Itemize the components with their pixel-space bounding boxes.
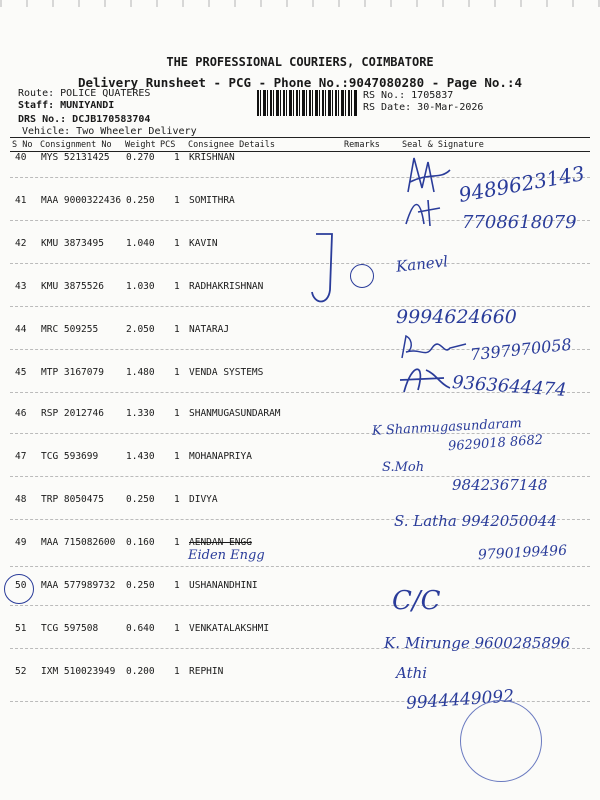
handwritten-phone-row-52: 9944449092 [405, 686, 515, 714]
staff: Staff: MUNIYANDI [18, 100, 115, 111]
cell-weight: 0.200 [126, 666, 155, 677]
cell-consignee: REPHIN [189, 666, 224, 677]
cell-weight: 1.430 [126, 451, 155, 462]
handwritten-row-50: C/C [392, 586, 441, 616]
table-row [0, 238, 600, 258]
cell-consignment: IXM 510023949 [41, 666, 116, 677]
handwritten-phone-row-44: 9994624660 [396, 306, 517, 328]
cell-pcs: 1 [174, 451, 180, 462]
cell-weight: 0.250 [126, 580, 155, 591]
cell-weight: 1.040 [126, 238, 155, 249]
cell-sno: 41 [15, 195, 27, 206]
cell-consignee: DIVYA [189, 494, 218, 505]
cell-consignment: MTP 3167079 [41, 367, 104, 378]
cell-sno: 46 [15, 408, 27, 419]
barcode [257, 90, 357, 116]
row-rule [10, 263, 590, 264]
cell-consignee: KRISHNAN [189, 152, 235, 163]
cell-consignment: MAA 9000322436 [41, 195, 122, 206]
handwritten-phone-row-40: 9489623143 [456, 161, 587, 207]
handwritten-name-row-52: Athi [396, 664, 428, 682]
cell-pcs: 1 [174, 580, 180, 591]
handwritten-row-51: K. Mirunge 9600285896 [384, 634, 571, 652]
cell-consignee: KAVIN [189, 238, 218, 249]
col-pcs: PCS [160, 140, 176, 150]
cell-pcs: 1 [174, 152, 180, 163]
table-row [0, 494, 600, 514]
handwritten-phone-row-47: 9842367148 [452, 476, 548, 494]
circle-mark-row-50 [4, 574, 34, 604]
cell-consignee: SOMITHRA [189, 195, 235, 206]
drs-number: DRS No.: DCJB170583704 [18, 114, 151, 125]
cell-weight: 0.640 [126, 623, 155, 634]
vehicle: Vehicle: Two Wheeler Delivery [22, 126, 197, 137]
col-consignee: Consignee Details [188, 140, 275, 150]
cell-weight: 1.480 [126, 367, 155, 378]
cell-sno: 49 [15, 537, 27, 548]
signature-row-40 [400, 152, 460, 200]
cell-weight: 1.030 [126, 281, 155, 292]
cell-consignment: MAA 577989732 [41, 580, 116, 591]
handwritten-name-row-46: K Shanmugasundaram [371, 416, 523, 439]
stamp-mark [460, 700, 542, 782]
cell-sno: 48 [15, 494, 27, 505]
cell-pcs: 1 [174, 195, 180, 206]
cell-pcs: 1 [174, 238, 180, 249]
cell-consignee: VENDA SYSTEMS [189, 367, 264, 378]
col-consignment: Consignment No [40, 140, 112, 150]
cell-consignee: USHANANDHINI [189, 580, 258, 591]
row-rule [10, 605, 590, 606]
handwritten-phone-row-45: 9363644474 [451, 372, 568, 401]
row-rule [10, 566, 590, 567]
handwritten-phone-row-41: 7708618079 [462, 212, 577, 233]
table-row [0, 152, 600, 172]
handwritten-phone-row-46: 9629018 8682 [447, 432, 544, 455]
cell-pcs: 1 [174, 408, 180, 419]
cell-sno: 42 [15, 238, 27, 249]
cell-pcs: 1 [174, 623, 180, 634]
cell-consignment: MYS 52131425 [41, 152, 110, 163]
col-remarks: Remarks [344, 140, 380, 150]
cell-consignment: TRP 8050475 [41, 494, 104, 505]
cell-consignment: RSP 2012746 [41, 408, 104, 419]
cell-weight: 0.270 [126, 152, 155, 163]
handwritten-name-row-47: S.Moh [382, 460, 425, 475]
rs-number: RS No.: 1705837 [363, 90, 454, 101]
cell-sno: 40 [15, 152, 27, 163]
bracket-mark [306, 230, 352, 310]
cell-consignment: KMU 3873495 [41, 238, 104, 249]
cell-consignee: SHANMUGASUNDARAM [189, 408, 281, 419]
col-sno: S No [12, 140, 33, 150]
company-title: THE PROFESSIONAL COURIERS, COIMBATORE [166, 55, 434, 69]
handwritten-phone-row-49: 9790199496 [477, 542, 568, 564]
handwritten-correction-row-49: Eiden Engg [188, 548, 265, 563]
col-seal-signature: Seal & Signature [402, 140, 484, 150]
cell-weight: 0.160 [126, 537, 155, 548]
cell-consignee: MOHANAPRIYA [189, 451, 252, 462]
handwritten-phone2-row-44: 7397970058 [469, 334, 573, 365]
cell-pcs: 1 [174, 494, 180, 505]
scan-edge [0, 0, 600, 7]
cell-weight: 0.250 [126, 195, 155, 206]
runsheet-title: Delivery Runsheet - PCG - Phone No.:9047080280 - Page No.:4 [77, 75, 522, 90]
circle-mark-row-43 [350, 264, 374, 288]
table-row [0, 281, 600, 301]
cell-weight: 2.050 [126, 324, 155, 335]
cell-consignment: MAA 715082600 [41, 537, 116, 548]
table-row [0, 666, 600, 686]
signature-row-41 [400, 194, 450, 230]
signature-row-44 [396, 330, 476, 364]
cell-sno: 50 [15, 580, 27, 591]
cell-consignee: AENDAN ENGG [189, 537, 252, 548]
handwritten-row-48: S. Latha 9942050044 [394, 512, 558, 530]
table-row [0, 580, 600, 600]
cell-pcs: 1 [174, 367, 180, 378]
route: Route: POLICE QUATERES [18, 88, 151, 99]
cell-pcs: 1 [174, 666, 180, 677]
col-weight: Weight [125, 140, 156, 150]
cell-weight: 1.330 [126, 408, 155, 419]
cell-pcs: 1 [174, 281, 180, 292]
cell-consignee: NATARAJ [189, 324, 230, 335]
cell-pcs: 1 [174, 324, 180, 335]
cell-sno: 52 [15, 666, 27, 677]
cell-sno: 44 [15, 324, 27, 335]
cell-consignment: KMU 3875526 [41, 281, 104, 292]
cell-consignment: MRC 509255 [41, 324, 99, 335]
cell-weight: 0.250 [126, 494, 155, 505]
cell-consignment: TCG 593699 [41, 451, 99, 462]
cell-sno: 43 [15, 281, 27, 292]
cell-consignee: VENKATALAKSHMI [189, 623, 270, 634]
cell-pcs: 1 [174, 537, 180, 548]
cell-sno: 45 [15, 367, 27, 378]
header-rule-top [10, 137, 590, 138]
handwritten-name-row-42: Kanevl [395, 252, 449, 276]
cell-sno: 47 [15, 451, 27, 462]
signature-row-45 [396, 360, 456, 400]
cell-sno: 51 [15, 623, 27, 634]
rs-date: RS Date: 30-Mar-2026 [363, 102, 484, 113]
cell-consignee: RADHAKRISHNAN [189, 281, 264, 292]
table-row [0, 451, 600, 471]
row-rule [10, 433, 590, 434]
cell-consignment: TCG 597508 [41, 623, 99, 634]
